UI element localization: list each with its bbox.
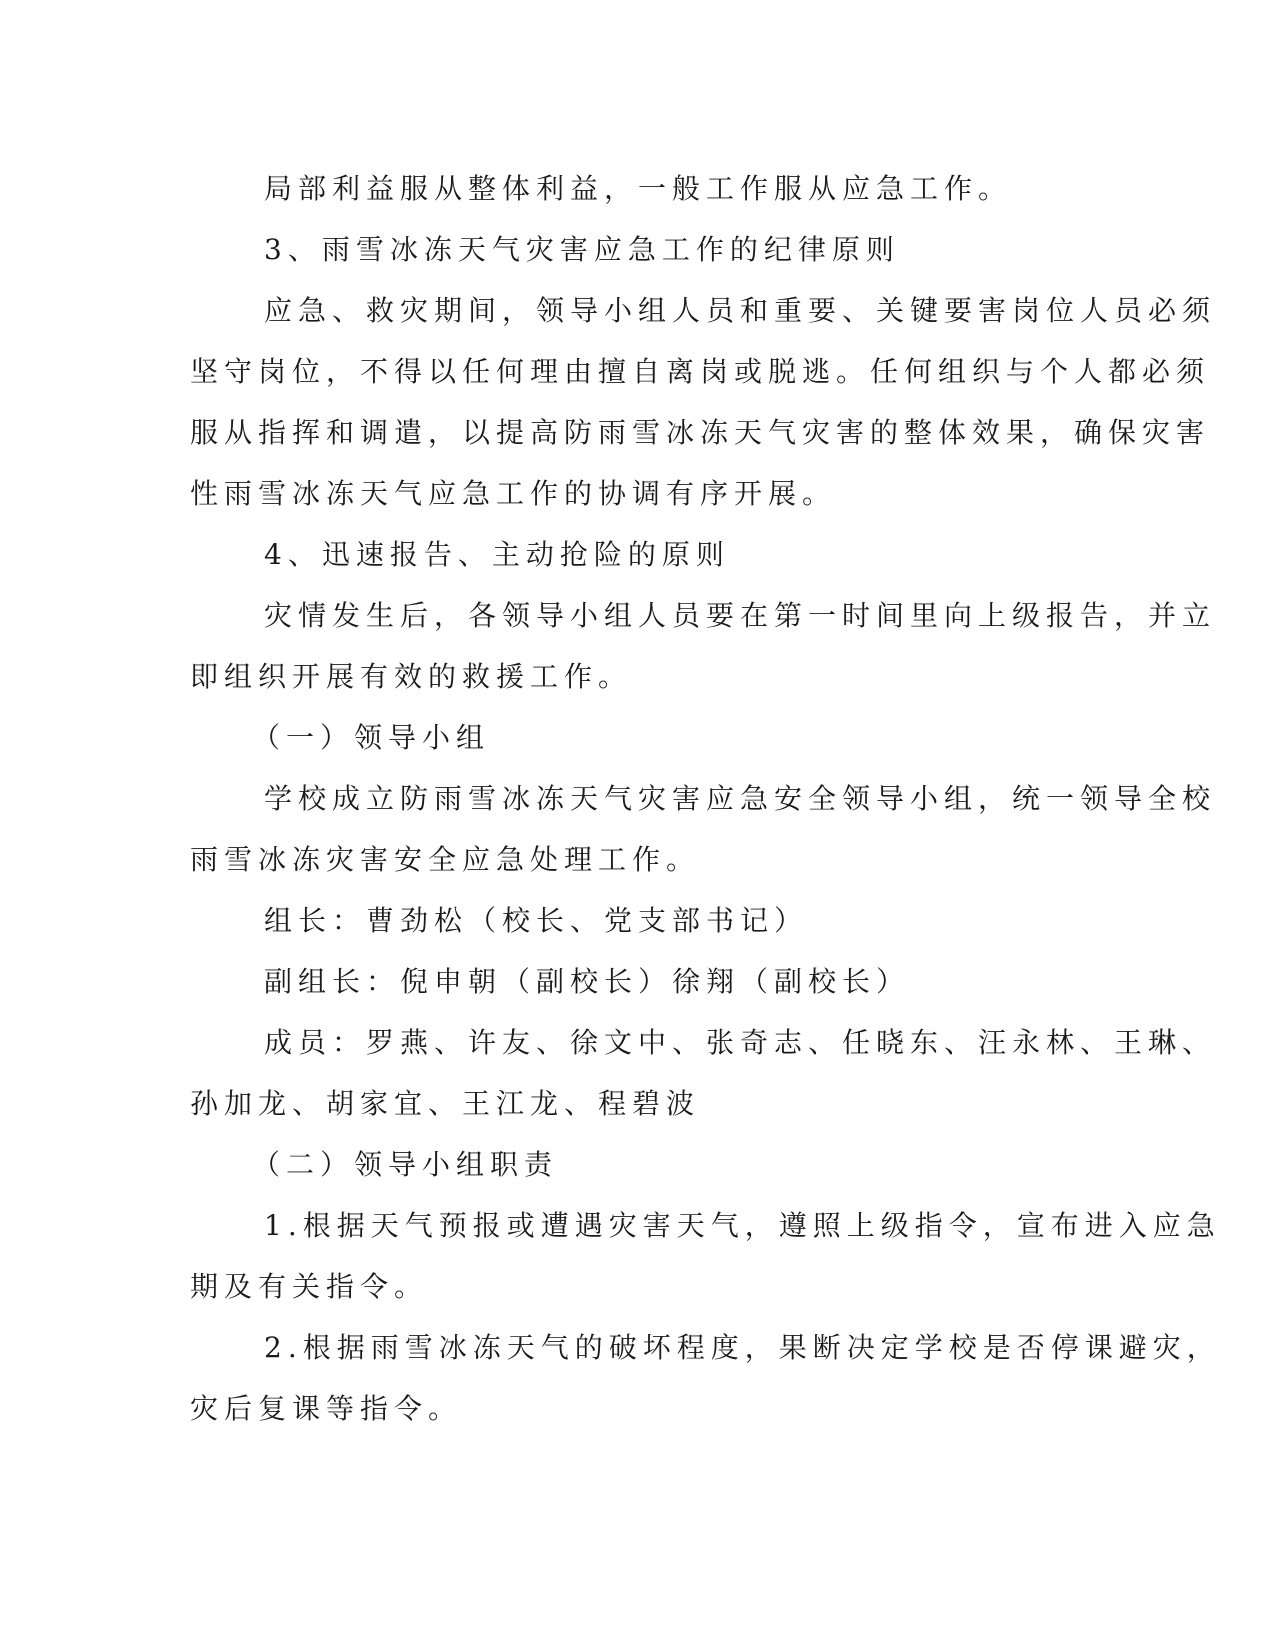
paragraph-line: 雨雪冰冻灾害安全应急处理工作。 bbox=[190, 843, 701, 876]
paragraph-line: 服从指挥和调遣，以提高防雨雪冰冻天气灾害的整体效果，确保灾害 bbox=[190, 416, 1211, 449]
duty-item: 期及有关指令。 bbox=[190, 1270, 429, 1303]
document-body bbox=[190, 158, 1221, 1439]
section-heading: 3、雨雪冰冻天气灾害应急工作的纪律原则 bbox=[264, 233, 900, 266]
section-heading: 4、迅速报告、主动抢险的原则 bbox=[264, 538, 730, 571]
members-line: 孙加龙、胡家宜、王江龙、程碧波 bbox=[190, 1087, 701, 1120]
paragraph-line: 灾情发生后，各领导小组人员要在第一时间里向上级报告，并立 bbox=[264, 599, 1217, 632]
duty-item: 灾后复课等指令。 bbox=[190, 1392, 463, 1425]
paragraph-line: 坚守岗位，不得以任何理由擅自离岗或脱逃。任何组织与个人都必须 bbox=[190, 355, 1211, 388]
members-line: 成员：罗燕、许友、徐文中、张奇志、任晓东、汪永林、王琳、 bbox=[264, 1026, 1217, 1059]
paragraph-line: 性雨雪冰冻天气应急工作的协调有序开展。 bbox=[190, 477, 837, 510]
team-leader-line: 组长：曹劲松（校长、党支部书记） bbox=[264, 904, 809, 937]
paragraph-line: 应急、救灾期间，领导小组人员和重要、关键要害岗位人员必须 bbox=[264, 294, 1217, 327]
duty-item: 2.根据雨雪冰冻天气的破坏程度，果断决定学校是否停课避灾， bbox=[264, 1331, 1221, 1364]
paragraph-line: 学校成立防雨雪冰冻天气灾害应急安全领导小组，统一领导全校 bbox=[264, 782, 1217, 815]
subsection-heading: （二）领导小组职责 bbox=[252, 1148, 559, 1181]
deputy-leader-line: 副组长：倪申朝（副校长）徐翔（副校长） bbox=[264, 965, 911, 998]
subsection-heading: （一）领导小组 bbox=[252, 721, 491, 754]
paragraph-line: 即组织开展有效的救援工作。 bbox=[190, 660, 633, 693]
duty-item: 1.根据天气预报或遭遇灾害天气，遵照上级指令，宣布进入应急 bbox=[264, 1209, 1221, 1242]
paragraph-line: 局部利益服从整体利益，一般工作服从应急工作。 bbox=[264, 172, 1013, 205]
